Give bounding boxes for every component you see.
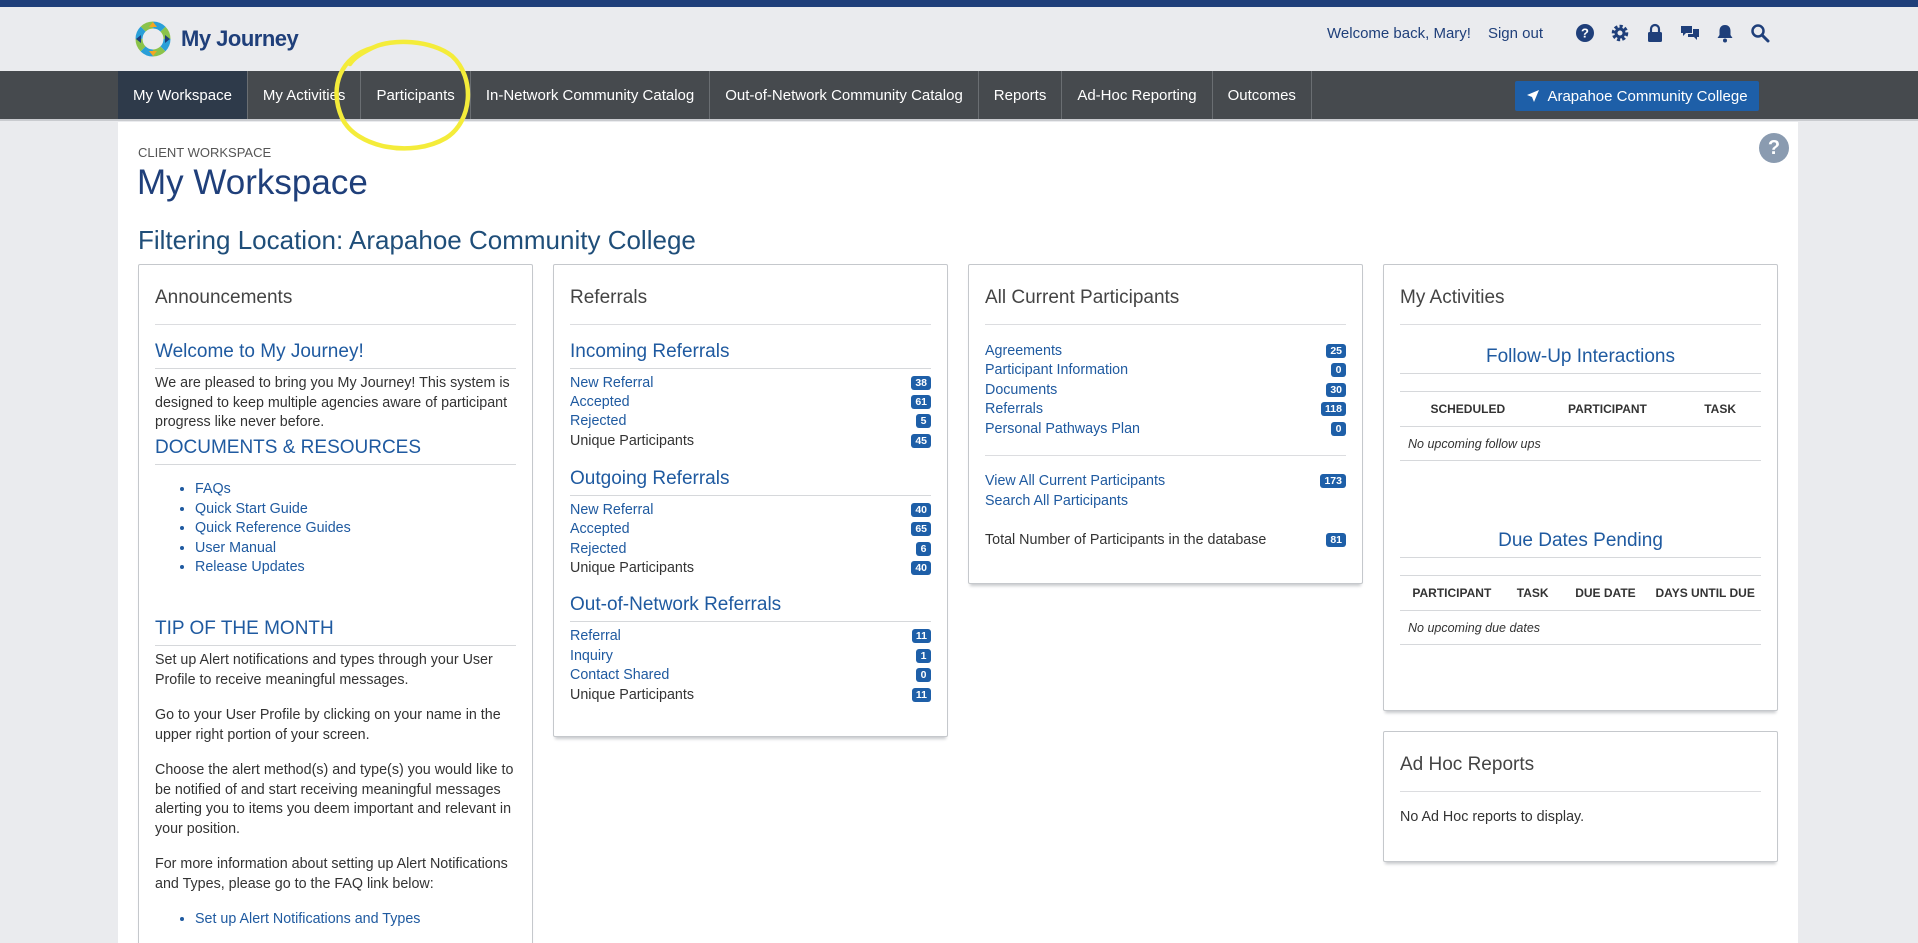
outnetwork-contact-row[interactable] [570,665,931,684]
docs-link-faqs[interactable]: • FAQs [195,480,351,500]
page-title: My Workspace [137,163,368,202]
col-scheduled[interactable]: SCHEDULED [1430,402,1506,416]
count-badge: 61 [911,395,931,409]
incoming-rejected-row[interactable] [570,411,931,430]
col-days-until-due[interactable]: DAYS UNTIL DUE [1655,586,1755,600]
due-dates-empty-row: No upcoming due dates [1400,611,1761,645]
welcome-user-link[interactable]: Welcome back, Mary! [1327,24,1471,42]
outnetwork-unique-row [570,685,931,704]
row-label[interactable]: Rejected [570,412,627,429]
docs-link-quick-start[interactable]: • Quick Start Guide [195,500,351,520]
followup-empty-row: No upcoming follow ups [1400,427,1761,461]
adhoc-reports-card [1383,731,1778,862]
logo-mark-icon [132,18,174,60]
outgoing-accepted-row[interactable] [570,519,931,538]
followup-table-header [1400,391,1761,427]
docs-link-list [195,480,351,578]
divider [1400,791,1761,792]
tip-paragraph-4: For more information about setting up Alert Notifications and Types, please go to the FAQ link below: [155,856,508,892]
tip-paragraph-1: Set up Alert notifications and types through your User Profile to receive meaningful messages. [155,652,493,688]
row-label: Unique Participants [570,432,694,449]
count-badge: 25 [1326,344,1346,358]
count-badge: 30 [1326,383,1346,397]
nav-reports[interactable]: Reports [979,71,1063,119]
location-button-label: Arapahoe Community College [1547,87,1748,105]
count-badge: 11 [912,629,931,643]
logo[interactable] [132,17,298,61]
tip-paragraph-3: Choose the alert method(s) and type(s) you would like to be notified of and start receiving meaningful messages alerting you to items you deem important and relevant in your position. [155,762,514,837]
main-nav [0,71,1918,121]
welcome-text: We are pleased to bring you My Journey! This system is designed to keep multiple agencies aware of participant progress like never before. [155,375,510,430]
search-all-participants-link[interactable]: Search All Participants [985,492,1129,509]
outnetwork-referral-row[interactable] [570,626,931,645]
incoming-referrals-heading: Incoming Referrals [570,341,931,369]
count-badge: 5 [916,414,931,428]
count-badge: 40 [911,561,931,575]
count-badge: 38 [911,376,931,390]
row-label[interactable]: Accepted [570,393,630,410]
docs-link-quick-reference[interactable]: • Quick Reference Guides [195,519,351,539]
documents-row[interactable] [985,380,1346,399]
utility-bar [1327,23,1770,43]
count-badge: 0 [1331,363,1346,377]
divider [155,324,516,325]
col-participant[interactable]: PARTICIPANT [1567,402,1647,416]
alert-setup-link[interactable]: • Set up Alert Notifications and Types [195,910,420,930]
participants-card [968,264,1363,584]
incoming-accepted-row[interactable] [570,392,931,411]
outgoing-referrals-heading: Outgoing Referrals [570,468,931,496]
tip-heading: TIP OF THE MONTH [155,618,516,646]
count-badge: 65 [911,522,931,536]
docs-link-release-updates[interactable]: • Release Updates [195,558,351,578]
outnetwork-inquiry-row[interactable] [570,646,931,665]
referrals-card [553,264,948,737]
row-label[interactable]: Referral [570,627,621,644]
docs-link-user-manual[interactable]: • User Manual [195,539,351,559]
pathways-plan-row[interactable] [985,419,1346,438]
signout-link[interactable]: Sign out [1487,24,1543,42]
referrals-row[interactable] [985,399,1346,418]
count-badge: 173 [1320,474,1346,488]
highlight-circle-annotation [320,36,480,166]
outgoing-rejected-row[interactable] [570,539,931,558]
activities-card [1383,264,1778,711]
announcements-title: Announcements [155,287,293,308]
row-label[interactable]: Referrals [985,400,1043,417]
search-icon[interactable] [1750,23,1770,43]
total-participants-row [985,530,1346,549]
adhoc-title: Ad Hoc Reports [1400,754,1535,775]
tip-paragraph-2: Go to your User Profile by clicking on your name in the upper right portion of your screen. [155,707,501,743]
row-label[interactable]: Personal Pathways Plan [985,420,1140,437]
announcements-card [138,264,533,943]
incoming-unique-row [570,431,931,450]
row-label[interactable]: Accepted [570,520,630,537]
divider [985,455,1346,456]
docs-heading: DOCUMENTS & RESOURCES [155,437,516,465]
row-label: Total Number of Participants in the database [985,531,1267,548]
bell-icon[interactable] [1715,23,1735,43]
page-eyebrow: CLIENT WORKSPACE [138,145,272,160]
incoming-new-row[interactable] [570,373,931,392]
count-badge: 45 [911,434,931,448]
welcome-heading: Welcome to My Journey! [155,341,516,369]
row-label[interactable]: New Referral [570,374,654,391]
logo-text: My Journey [181,26,299,51]
divider [570,324,931,325]
location-button[interactable] [1515,81,1759,111]
count-badge: 11 [912,688,931,702]
col-due-date[interactable]: DUE DATE [1575,586,1636,600]
row-label[interactable]: Agreements [985,342,1063,359]
followup-heading: Follow-Up Interactions [1400,346,1761,374]
row-label[interactable]: Participant Information [985,361,1129,378]
row-label[interactable]: Rejected [570,540,627,557]
row-label[interactable]: Inquiry [570,647,613,664]
view-all-participants-link[interactable]: View All Current Participants [985,472,1166,489]
count-badge: 6 [916,542,931,556]
nav-outcomes[interactable]: Outcomes [1213,71,1312,119]
due-dates-table-header [1400,575,1761,611]
referrals-title: Referrals [570,287,648,308]
gear-icon[interactable] [1610,23,1630,43]
lock-icon[interactable] [1645,23,1665,43]
count-badge: 0 [1331,422,1346,436]
tip-link-list [195,910,420,930]
view-all-participants-row[interactable] [985,471,1346,490]
row-label[interactable]: Contact Shared [570,666,670,683]
top-stripe [0,0,1918,7]
svg-text:?: ? [1581,25,1589,41]
activities-title: My Activities [1400,287,1505,308]
agreements-row[interactable] [985,341,1346,360]
count-badge: 0 [916,668,931,682]
outgoing-new-row[interactable] [570,500,931,519]
col-task[interactable]: TASK [1516,586,1549,600]
due-dates-heading: Due Dates Pending [1400,530,1761,558]
nav-ad-hoc-reporting[interactable]: Ad-Hoc Reporting [1062,71,1212,119]
row-label[interactable]: New Referral [570,501,654,518]
filter-location-title: Filtering Location: Arapahoe Community College [138,225,696,255]
row-label[interactable]: Documents [985,381,1058,398]
count-badge: 40 [911,503,931,517]
count-badge: 118 [1321,402,1346,416]
col-task[interactable]: TASK [1704,402,1737,416]
header [0,7,1918,71]
location-arrow-icon [1526,89,1540,103]
outgoing-unique-row [570,558,931,577]
count-badge: 81 [1326,533,1346,547]
nav-in-network-catalog[interactable]: In-Network Community Catalog [471,71,710,119]
nav-out-of-network-catalog[interactable]: Out-of-Network Community Catalog [710,71,979,119]
row-label: Unique Participants [570,559,694,576]
outnetwork-referrals-heading: Out-of-Network Referrals [570,594,931,622]
adhoc-empty-text: No Ad Hoc reports to display. [1400,809,1585,825]
search-all-participants-row[interactable] [985,491,1346,510]
participants-title: All Current Participants [985,287,1180,308]
nav-my-activities[interactable]: My Activities [248,71,362,119]
col-participant[interactable]: PARTICIPANT [1412,586,1492,600]
help-icon[interactable] [1575,23,1595,43]
page-help-button[interactable]: ? [1759,133,1789,163]
count-badge: 1 [916,649,931,663]
participant-information-row[interactable] [985,360,1346,379]
chat-icon[interactable] [1680,23,1700,43]
row-label: Unique Participants [570,686,694,703]
nav-participants[interactable]: Participants [361,71,470,119]
nav-my-workspace[interactable]: My Workspace [118,71,248,119]
divider [985,324,1346,325]
divider [1400,324,1761,325]
